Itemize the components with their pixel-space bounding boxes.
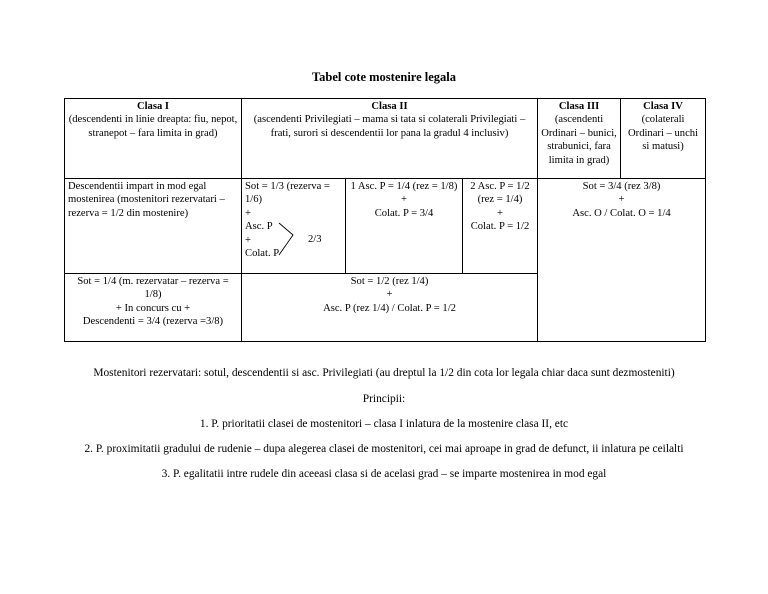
rezervatari-note: Mostenitori rezervatari: sotul, descendentii si asc. Privilegiati (au dreptul la 1/2 din cota lor legala chiar daca sunt dezmosteniti) — [93, 367, 675, 379]
one-asc-share-text: 1 Asc. P = 1/4 (rez = 1/8) — [350, 181, 458, 192]
principle-1: 1. P. prioritatii clasei de mostenitori – clasa I inlatura de la mostenire clasa II, etc — [199, 418, 569, 430]
sot-share-text: Sot = 1/2 (rez 1/4) — [350, 276, 429, 287]
concurs-text: + In concurs cu + — [115, 302, 191, 314]
plus-sign: + — [245, 234, 251, 246]
table-row — [65, 179, 706, 274]
header-clasa-4 — [621, 99, 706, 179]
two-asc-cell — [463, 179, 538, 274]
clasa-3-4-share-cell — [538, 179, 706, 342]
page-title: Tabel cote mostenire legala — [311, 70, 457, 84]
principle-2: 2. P. proximitatii gradului de rudenie – dupa alegerea clasei de mostenitori, cei mai aproape in grad de defunct, ii inlatura pe ceilalti — [84, 443, 684, 455]
clasa-1-share-text: Descendentii impart in mod egal mostenirea (mostenitori rezervatari – rezerva = 1/2 din mostenire) — [68, 181, 225, 219]
clasa-2-name: Clasa II — [371, 101, 408, 112]
sot-share-text: Sot = 3/4 (rez 3/8) — [582, 181, 661, 192]
clasa-3-desc: (ascendenti Ordinari – bunici, strabunici, fara limita in grad) — [541, 114, 617, 166]
header-clasa-3 — [538, 99, 621, 179]
plus-sign: + — [386, 289, 393, 301]
sot-clasa-2-cell — [242, 274, 538, 342]
plus-sign: + — [401, 194, 407, 206]
brace-icon — [277, 221, 297, 257]
colat-share-text: Colat. P = 1/2 — [470, 221, 530, 233]
header-clasa-1 — [65, 99, 242, 179]
clasa-2-desc: (ascendenti Privilegiati – mama si tata si colaterali Privilegiati – frati, surori si descendentii lor pana la gradul 4 inclusiv) — [253, 114, 526, 139]
inheritance-table — [64, 98, 706, 342]
sot-descendenti-cell — [65, 274, 242, 342]
clasa-4-desc: (colaterali Ordinari – unchi si matusi) — [628, 114, 699, 153]
asc-p-label: Asc. P — [245, 221, 273, 233]
plus-sign: + — [497, 207, 503, 219]
header-clasa-2 — [242, 99, 538, 179]
colat-share-text: Colat. P = 3/4 — [374, 207, 434, 219]
clasa-1-name: Clasa I — [136, 101, 170, 112]
asc-colat-group — [245, 220, 342, 260]
clasa-1-share-cell — [65, 179, 242, 274]
clasa-1-desc: (descendenti in linie dreapta: fiu, nepot, stranepot – fara limita in grad) — [68, 114, 238, 139]
asc-colat-fraction: 2/3 — [308, 234, 322, 246]
two-asc-share-text: 2 Asc. P = 1/2 (rez = 1/4) — [470, 181, 530, 206]
colat-p-label: Colat. P — [245, 248, 280, 260]
plus-sign: + — [245, 207, 251, 219]
descendenti-share-text: Descendenti = 3/4 (rezerva =3/8) — [82, 316, 224, 328]
plus-sign: + — [618, 194, 625, 206]
principii-heading: Principii: — [362, 393, 406, 405]
asc-colat-share-text: Asc. P (rez 1/4) / Colat. P = 1/2 — [323, 302, 456, 314]
one-asc-cell — [346, 179, 463, 274]
sot-share-text: Sot = 1/4 (m. rezervatar – rezerva = 1/8) — [77, 276, 229, 301]
sot-asc-colat-cell — [242, 179, 346, 274]
clasa-3-name: Clasa III — [558, 101, 600, 112]
asc-o-colat-o-share-text: Asc. O / Colat. O = 1/4 — [572, 207, 671, 219]
clasa-4-name: Clasa IV — [643, 101, 683, 112]
table-header-row — [65, 99, 706, 179]
sot-share-text: Sot = 1/3 (rezerva = 1/6) — [245, 181, 330, 206]
principle-3: 3. P. egalitatii intre rudele din aceeasi clasa si de acelasi grad – se imparte mostenirea in mod egal — [161, 468, 607, 480]
